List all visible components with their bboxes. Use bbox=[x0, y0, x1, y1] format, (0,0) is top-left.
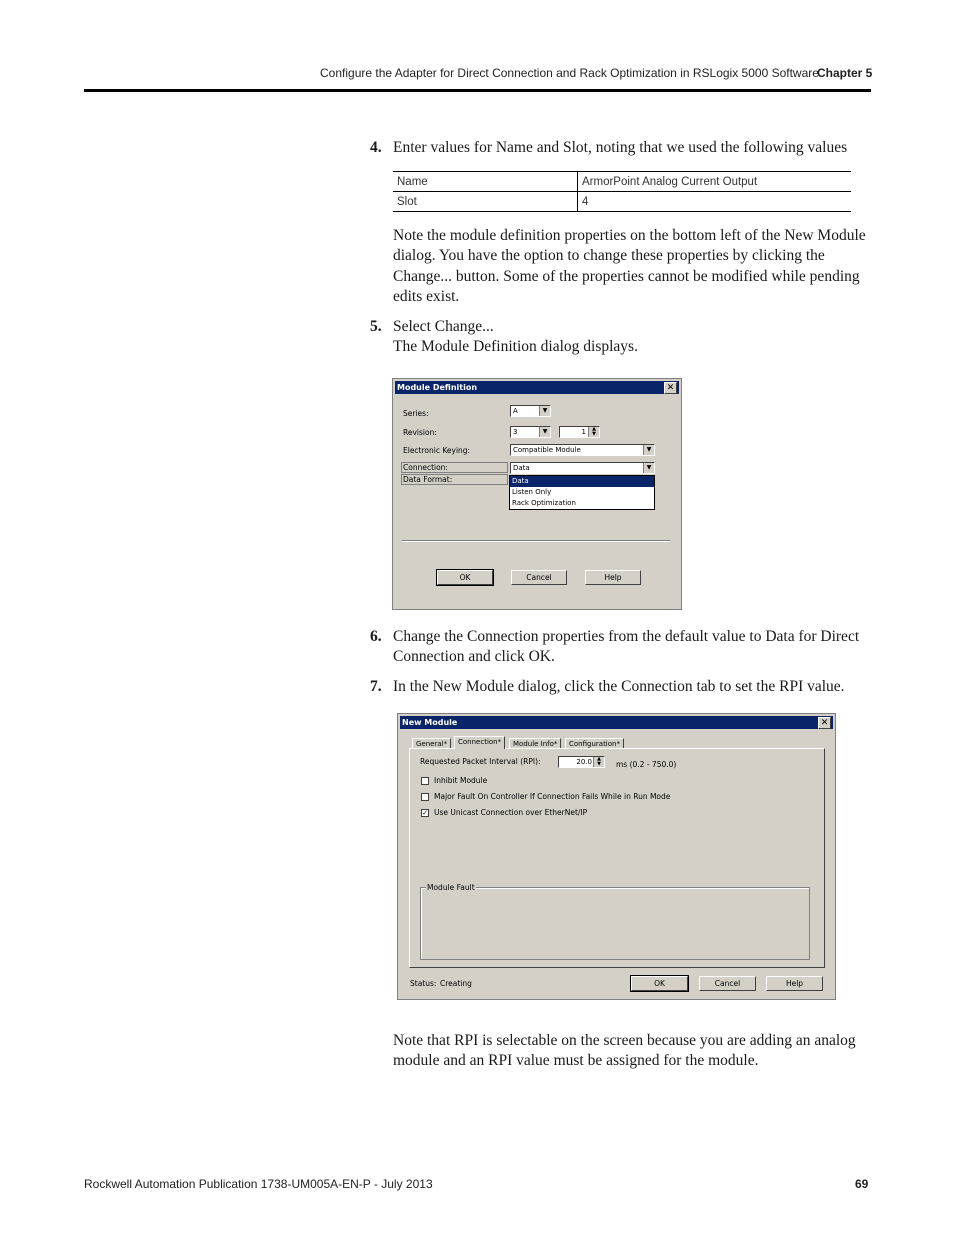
keying-select[interactable] bbox=[510, 444, 655, 456]
revision-major-select[interactable] bbox=[510, 426, 551, 438]
unicast-label: Use Unicast Connection over EtherNet/IP bbox=[434, 808, 588, 817]
step-6-number: 6. bbox=[370, 628, 382, 645]
status-label: Status: bbox=[410, 979, 437, 988]
step-7-text: In the New Module dialog, click the Connection tab to set the RPI value. bbox=[393, 678, 845, 695]
connection-label: Connection: bbox=[401, 462, 508, 473]
tab-general[interactable]: General* bbox=[412, 738, 451, 749]
dialog-divider bbox=[402, 540, 670, 542]
step-5-line2: The Module Definition dialog displays. bbox=[393, 338, 638, 355]
rpi-range: ms (0.2 - 750.0) bbox=[616, 760, 677, 769]
dialog-title-bar bbox=[400, 716, 833, 729]
tab-module-info[interactable]: Module Info* bbox=[509, 738, 561, 749]
dialog-title-bar bbox=[395, 381, 679, 394]
revision-minor-stepper[interactable] bbox=[559, 426, 600, 438]
connection-value: Data bbox=[513, 464, 530, 472]
option-data[interactable]: Data bbox=[510, 476, 654, 487]
values-table bbox=[393, 171, 851, 212]
series-select[interactable] bbox=[510, 405, 551, 417]
dialog-title: New Module bbox=[402, 718, 458, 727]
spinner-icon[interactable]: ▲ ▼ bbox=[593, 757, 604, 767]
table-cell-slot-label: Slot bbox=[393, 192, 578, 212]
table-cell-name-label: Name bbox=[393, 172, 578, 192]
table-row bbox=[393, 192, 851, 212]
rpi-note: Note that RPI is selectable on the screen because you are adding an analog module and an RPI value must be assigned for the module. bbox=[393, 1032, 856, 1070]
step-6-text: Change the Connection properties from the default value to Data for Direct Connection and click OK. bbox=[393, 628, 860, 666]
keying-value: Compatible Module bbox=[513, 446, 581, 454]
ok-button[interactable]: OK bbox=[631, 976, 688, 991]
dialog-title: Module Definition bbox=[397, 383, 478, 392]
inhibit-label: Inhibit Module bbox=[434, 776, 488, 785]
connection-dropdown-list bbox=[509, 475, 655, 510]
rpi-stepper[interactable] bbox=[558, 756, 605, 768]
status-value: Creating bbox=[440, 979, 472, 988]
module-fault-label: Module Fault bbox=[427, 883, 475, 892]
table-cell-name-value: ArmorPoint Analog Current Output bbox=[578, 172, 852, 192]
header-rule bbox=[84, 89, 871, 92]
revision-minor-value: 1 bbox=[581, 428, 586, 436]
module-fault-group bbox=[420, 887, 810, 960]
definition-note: Note the module definition properties on the bottom left of the New Module dialog. You have the option to change these properties by clicking the Change... button. Some of the properties cannot be modified while pending edits exist. bbox=[393, 227, 866, 305]
data-format-label: Data Format: bbox=[401, 474, 508, 485]
series-label: Series: bbox=[403, 409, 429, 418]
chevron-down-icon[interactable]: ▼ bbox=[643, 463, 654, 473]
unicast-checkbox[interactable]: ✓ bbox=[422, 809, 428, 817]
rpi-value: 20.0 bbox=[576, 758, 592, 766]
tab-connection[interactable]: Connection* bbox=[454, 736, 505, 749]
publication-info: Rockwell Automation Publication 1738-UM005A-EN-P - July 2013 bbox=[84, 1177, 433, 1191]
new-module-dialog bbox=[397, 713, 836, 1000]
major-fault-label: Major Fault On Controller If Connection Fails While in Run Mode bbox=[434, 792, 671, 801]
spinner-icon[interactable]: ▲ ▼ bbox=[588, 427, 599, 437]
chevron-down-icon[interactable]: ▼ bbox=[539, 406, 550, 416]
cancel-button[interactable]: Cancel bbox=[511, 570, 567, 585]
step-4-text: Enter values for Name and Slot, noting that we used the following values bbox=[393, 139, 848, 156]
revision-major-value: 3 bbox=[513, 428, 518, 436]
running-header: Configure the Adapter for Direct Connection and Rack Optimization in RSLogix 5000 Software bbox=[320, 66, 819, 80]
rpi-label: Requested Packet Interval (RPI): bbox=[420, 757, 541, 766]
major-fault-checkbox[interactable] bbox=[421, 793, 429, 801]
step-5-number: 5. bbox=[370, 318, 382, 335]
connection-select[interactable] bbox=[510, 462, 655, 474]
ok-button[interactable]: OK bbox=[437, 570, 493, 585]
table-row bbox=[393, 172, 851, 192]
keying-label: Electronic Keying: bbox=[403, 446, 471, 455]
option-rack-optimization[interactable]: Rack Optimization bbox=[512, 499, 576, 507]
table-cell-slot-value: 4 bbox=[578, 192, 852, 212]
step-7-number: 7. bbox=[370, 678, 382, 695]
series-value: A bbox=[513, 407, 518, 415]
chevron-down-icon[interactable]: ▼ bbox=[539, 427, 550, 437]
inhibit-checkbox[interactable] bbox=[421, 777, 429, 785]
module-definition-dialog bbox=[392, 378, 682, 610]
help-button[interactable]: Help bbox=[585, 570, 641, 585]
tab-configuration[interactable]: Configuration* bbox=[565, 738, 624, 749]
close-icon[interactable]: ✕ bbox=[664, 382, 677, 394]
chapter-label: Chapter 5 bbox=[817, 66, 873, 80]
revision-label: Revision: bbox=[403, 428, 437, 437]
option-listen-only[interactable]: Listen Only bbox=[512, 488, 552, 496]
step-4-number: 4. bbox=[370, 139, 382, 156]
chevron-down-icon[interactable]: ▼ bbox=[643, 445, 654, 455]
help-button[interactable]: Help bbox=[766, 976, 823, 991]
page-number: 69 bbox=[855, 1177, 869, 1191]
close-icon[interactable]: ✕ bbox=[818, 717, 831, 729]
step-5-line1: Select Change... bbox=[393, 318, 494, 335]
cancel-button[interactable]: Cancel bbox=[699, 976, 756, 991]
